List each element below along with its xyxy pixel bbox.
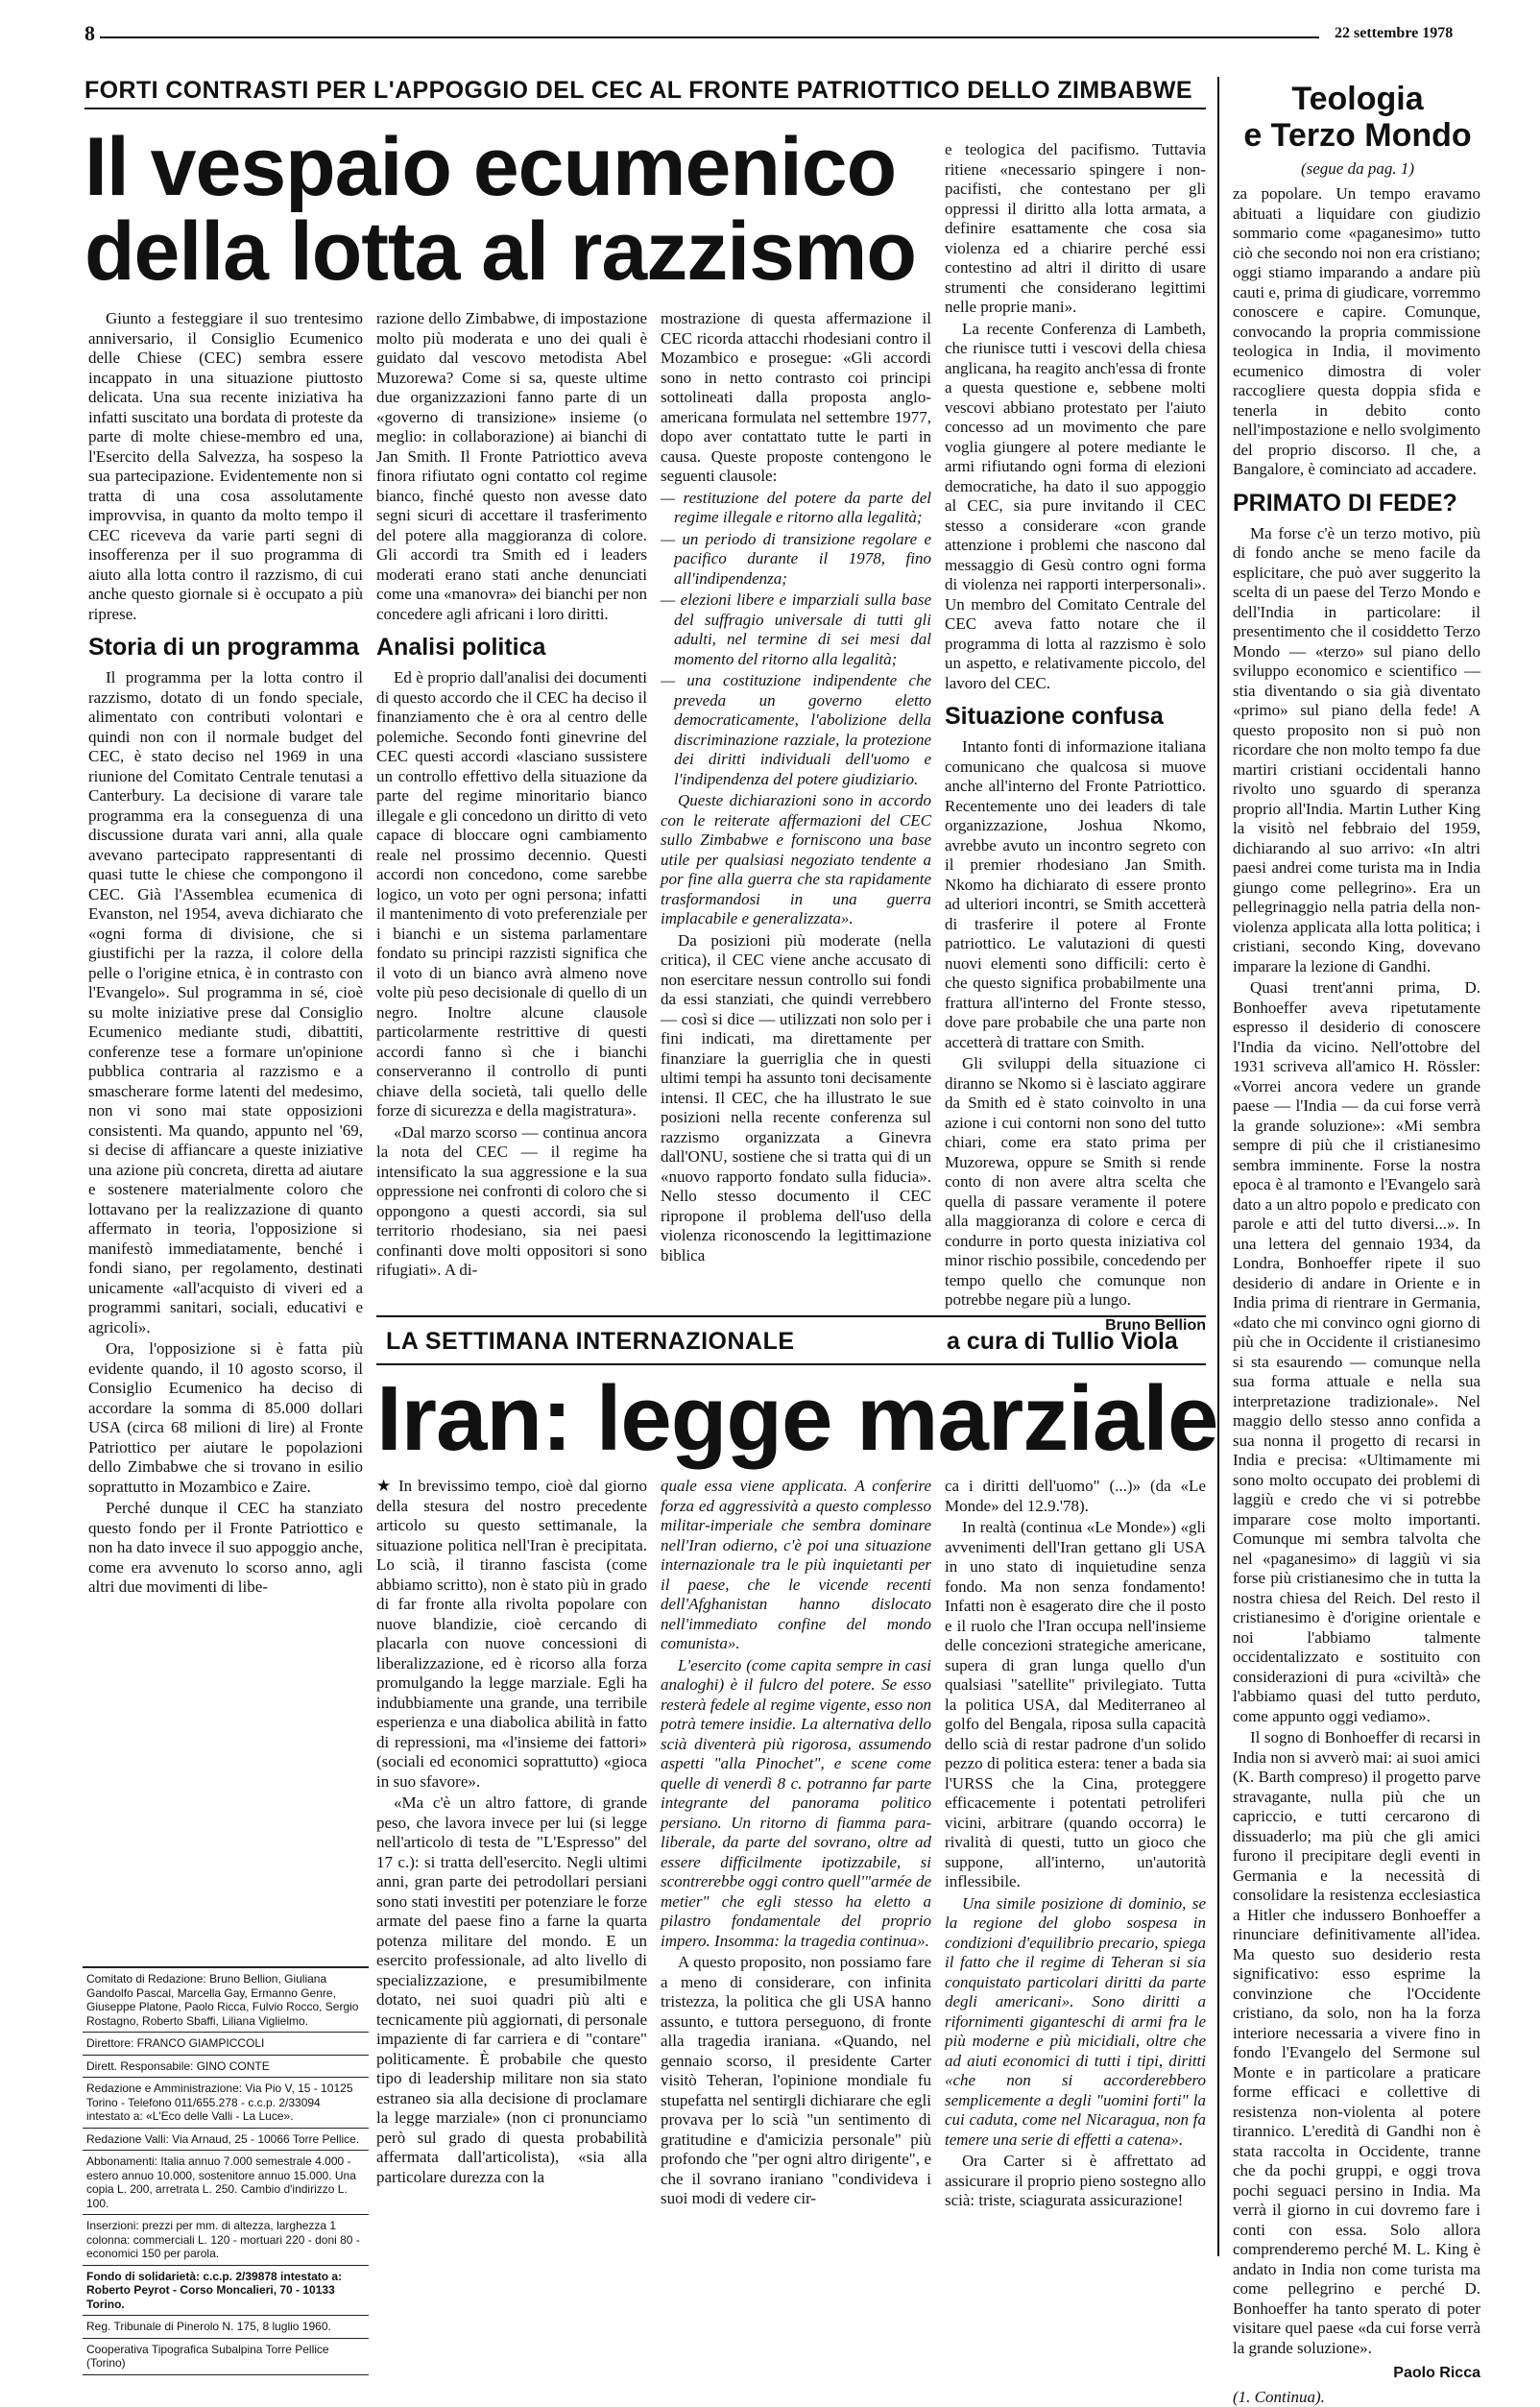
subheading: Situazione confusa bbox=[945, 703, 1206, 730]
list-item: — elezioni libere e imparziali sulla base del suffragio universale di tutti gli adulti, nel termine di sei mesi dal momento del ritorno alla legalità; bbox=[661, 590, 931, 669]
paragraph: Ora Carter si è affrettato ad assicurare il proprio pieno sostegno allo scià: triste, sciagurata assicurazione! bbox=[945, 2152, 1206, 2211]
paragraph: mostrazione di questa affermazione il CEC ricorda attacchi rhodesiani contro il Mozambico e prosegue: «Gli accordi sono in netto contrasto coi principi sottolineati dalla proposta anglo-americana formulata nel settembre 1977, dopo aver contattato tutte le parti in causa. Queste proposte contengono le seguenti clausole: bbox=[661, 309, 931, 487]
byline: Bruno Bellion bbox=[945, 1316, 1206, 1336]
masthead-editorial-committee: Comitato di Redazione: Bruno Bellion, Giuliana Gandolfo Pascal, Marcella Gay, Ermanno Genre, Giuseppe Platone, Paolo Ricca, Fulvio Rocco, Sergio Rostagno, Roberto Sbaffi, Liliana Viglielmo. bbox=[83, 1966, 369, 2033]
paragraph: ca i diritti dell'uomo" (...)» (da «Le Monde» del 12.9.'78). bbox=[945, 1477, 1206, 1516]
paragraph: Perché dunque il CEC ha stanziato questo fondo per il Fronte Patriottico e non ha dato invece il suo appoggio anche, come era avvenuto lo scorso anno, agli altri due movimenti di libe- bbox=[88, 1499, 363, 1598]
sidebar-subheading: PRIMATO DI FEDE? bbox=[1233, 490, 1480, 517]
list-item: — restituzione del potere da parte del regime illegale e ritorno alla legalità; bbox=[661, 489, 931, 528]
weekly-column-3 bbox=[945, 1477, 1206, 2245]
masthead-responsible-director: Dirett. Responsabile: GINO CONTE bbox=[83, 2056, 369, 2079]
subheading: Analisi politica bbox=[376, 634, 647, 661]
list-item: — un periodo di transizione regolare e pacifico durante il 1978, fino all'indipendenza; bbox=[661, 530, 931, 590]
kicker: FORTI CONTRASTI PER L'APPOGGIO DEL CEC AL FRONTE PATRIOTTICO DELLO ZIMBABWE bbox=[84, 77, 1206, 105]
article-title-line2: della lotta al razzismo bbox=[84, 207, 916, 296]
sidebar-title-line2: e Terzo Mondo bbox=[1233, 117, 1482, 154]
paragraph: ★ In brevissimo tempo, cioè dal giorno della stesura del nostro precedente articolo su questo settimanale, la situazione politica nell'Iran è precipitata. Lo scià, il tiranno fascista (come abbiamo scritto), non è stato più in grado di far fronte alla rivolta popolare con nuove blandizie, cioè cercando di placarla con nuove concessioni di liberalizzazione, ed è ricorso alla forza promulgando la legge marziale. Egli ha indubbiamente una grande, una terribile esperienza e una diabolica abilità in fatto di repressioni, ma «l'insieme dei fattori» (sociali ed economici soprattutto) «gioca in suo sfavore». bbox=[376, 1477, 647, 1792]
weekly-banner-rule-bottom bbox=[376, 1363, 1206, 1365]
paragraph: A questo proposito, non possiamo fare a meno di considerare, con infinita tristezza, la politica che gli USA hanno assunto, e tuttora perseguono, di fronte alla tragedia iraniana. «Quando, nel gennaio scorso, il presidente Carter visitò Teheran, l'opinione mondiale fu stupefatta nel sentirgli dichiarare che egli provava per lo scià "un sentimento di gratitudine e d'amicizia personale" più profondo che "per ogni altro dirigente", e che il sovrano iraniano "condivideva i suoi modi di vedere cir- bbox=[661, 1953, 931, 2209]
page-number: 8 bbox=[84, 21, 95, 46]
paragraph: Gli sviluppi della situazione ci diranno se Nkomo si è lasciato aggirare da Smith ed è stato coinvolto in una azione i cui contorni non sono del tutto chiari, come era stato prima per Muzorewa, oppure se Smith si rende conto di non avere altra scelta che quella di passare veramente il potere alla maggioranza di colore e cerca di condurre in porto questa iniziativa col minor rischio possibile, concedendo per tempo quello che comunque non potrebbe negare più a lungo. bbox=[945, 1054, 1206, 1311]
masthead-valli-office: Redazione Valli: Via Arnaud, 25 - 10066 Torre Pellice. bbox=[83, 2129, 369, 2152]
paragraph: «Ma c'è un altro fattore, di grande peso, che lavora invece per lui (si legge nell'articolo di testa de "L'Espresso" del 17 c.): si tratta dell'esercito. Negli ultimi anni, gran parte dei petrodollari persiani sono stati investiti per potenziare le forze armate del paese fino a farne la quarta potenza militare del mondo. E un esercito professionale, ad alto livello di specializzazione, e presumibilmente dotato, nei suoi quadri più alti e tecnicamente più aggiornati, di personale impaziente di far carriera e di "contare" politicamente. È probabile che questo tipo di leadership militare non sia stato estraneo sia alla decisione di proclamare la legge marziale» (non ci pronunciamo però sul grado di questa probabilità affermata dall'articolista), «sia alla particolare durezza con la bbox=[376, 1793, 647, 2187]
sidebar-divider bbox=[1217, 77, 1219, 2256]
weekly-column-1 bbox=[376, 1477, 647, 2245]
paragraph: Da posizioni più moderate (nella critica), il CEC viene anche accusato di non esercitare nessun controllo sui fondi da essi stanziati, che quindi verrebbero — così si dice — utilizzati non solo per i fini indicati, ma direttamente per finanziare la guerriglia che in questi ultimi tempi ha assunto toni decisamente intensi. Il CEC, che ha illustrato le sue posizioni nella recente conferenza sul razzismo organizzata a Ginevra dall'ONU, sostiene che si tratta qui di un «nuovo rapporto fondato sulla fiducia». Nello stesso documento il CEC ripropone il problema dell'uso della violenza riconoscendo la legittimazione biblica bbox=[661, 931, 931, 1266]
subheading: Storia di un programma bbox=[88, 634, 363, 661]
paragraph: Ma forse c'è un terzo motivo, più di fondo anche se meno facile da esplicitare, che può aver suggerito la scelta di un paese del Terzo Mondo e dell'India in particolare: il presentimento che il cosiddetto Terzo Mondo — «terzo» sul piano dello sviluppo economico e scientifico — stia diventando o sia già diventato «primo» sul piano della fede! A questo proposito non si può non ricordare che non molto tempo fa due martiri cristiani occidentali hanno rivolto uno sguardo di speranza proprio all'India. Martin Luther King la visitò nel febbraio del 1959, dichiarando al suo arrivo: «In altri paesi andrei come turista ma in India giungo come pellegrino». Era un pellegrinaggio nella patria della non-violenza applicata alla lotta politica; i cristiani, secondo King, dovevano imparare la lezione di Gandhi. bbox=[1233, 524, 1480, 977]
continued-from-note: (segue da pag. 1) bbox=[1233, 159, 1482, 179]
article-title-line1: Il vespaio ecumenico bbox=[84, 123, 896, 211]
paragraph: razione dello Zimbabwe, di impostazione molto più moderata e uno dei quali è guidato dal vescovo metodista Abel Muzorewa? Come si sa, queste ultime due organizzazioni fanno parte di un «governo di transizione» insieme (o meglio: in collaborazione) ai bianchi di Jan Smith. Il Fronte Patriottico aveva finora rifiutato ogni contatto col regime bianco, finché questo non avesse dato segni sicuri di accettare il trasferimento del potere alla maggioranza di colore. Gli accordi tra Smith ed i leaders moderati erano stati anche denunciati come una «manovra» dei bianchi per non concedere agli africani i loro diritti. bbox=[376, 309, 647, 624]
masthead-subscriptions: Abbonamenti: Italia annuo 7.000 semestrale 4.000 - estero annuo 10.000, sostenitore annuo 15.000. Una copia L. 200, arretrata L. 250. Cambio d'indirizzo L. 100. bbox=[83, 2151, 369, 2215]
weekly-banner-rule bbox=[376, 1315, 1206, 1317]
paragraph: e teologica del pacifismo. Tuttavia ritiene «necessario spingere i non-pacifisti, che contestano per gli oppressi il diritto alla lotta armata, a definire esattamente che cosa sia violenza ed a chiarire perché essi contestino ad altri il diritto di usare strumenti che considerano legittimi nelle proprie mani». bbox=[945, 140, 1206, 318]
paragraph: Ed è proprio dall'analisi dei documenti di questo accordo che il CEC ha deciso il finanziamento che è ora al centro delle polemiche. Secondo fonti ginevrine del CEC questi accordi «lasciano sussistere un controllo effettivo della situazione da parte del regime minoritario bianco illegale e gli concedono un diritto di veto capace di bloccare ogni cambiamento reale nel prossimo decennio. Questi accordi non concedono, come sarebbe logico, un voto per ogni persona; infatti il mantenimento di voto preferenziale per i bianchi e un sistema parlamentare fondato su principi razzisti significa che il voto di un bianco avrà almeno nove volte più peso decisionale di quello di un negro. Inoltre alcune clausole particolarmente restrittive di questi accordi fanno sì che i bianchi conserveranno il controllo di punti chiave della società, tali quello delle forze di sicurezza e della magistratura». bbox=[376, 668, 647, 1121]
masthead-director: Direttore: FRANCO GIAMPICCOLI bbox=[83, 2033, 369, 2056]
weekly-credit: a cura di Tullio Viola bbox=[947, 1328, 1178, 1356]
weekly-column-2 bbox=[661, 1477, 931, 2245]
masthead-box bbox=[83, 1966, 369, 2375]
article-column-1 bbox=[88, 309, 363, 1922]
list-item: — una costituzione indipendente che preveda un governo eletto democraticamente, l'abolizione della discriminazione razziale, la protezione dei diritti individuali dell'uomo e l'indipendenza del potere giudiziario. bbox=[661, 671, 931, 789]
masthead-solidarity-fund: Fondo di solidarietà: c.c.p. 2/39878 intestato a: Roberto Peyrot - Corso Moncalieri, 70 - 10133 Torino. bbox=[83, 2266, 369, 2317]
weekly-label: LA SETTIMANA INTERNAZIONALE bbox=[386, 1328, 795, 1356]
header-rule bbox=[100, 36, 1319, 38]
kicker-rule bbox=[84, 108, 1206, 109]
paragraph: Queste dichiarazioni sono in accordo con le reiterate affermazioni del CEC sullo Zimbabwe e forniscono una base utile per qualsiasi negoziato tendente a por fine alla guerra che sta rapidamente trasformandosi in una guerra implacabile e generalizzata». bbox=[661, 791, 931, 929]
article-column-2 bbox=[376, 309, 647, 1298]
paragraph: Una simile posizione di dominio, se la regione del globo sospesa in condizioni d'equilibrio precario, spiega il fatto che il regime di Teheran si sia conquistato particolari diritti da parte degli americani». Sono diritti a rifornimenti giganteschi di armi fra le più moderne e più micidiali, oltre che ad aiuti economici di tutti i tipi, diritti «che non si accorderebbero semplicemente a degli "uomini forti" la cui caduta, come nel Nicaragua, non fa temere una serie di effetti a catena». bbox=[945, 1894, 1206, 2151]
byline: Paolo Ricca bbox=[1233, 2364, 1480, 2384]
paragraph: Ora, l'opposizione si è fatta più evidente quando, il 10 agosto scorso, il Consiglio Ecumenico ha deciso di accordare la somma di 85.000 dollari USA (circa 68 milioni di lire) al Fronte Patriottico per aiutare le popolazioni dello Zimbabwe che si trovano in esilio soprattutto in Mozambico e Zaire. bbox=[88, 1339, 363, 1497]
paragraph: Quasi trent'anni prima, D. Bonhoeffer aveva ripetutamente espresso il desiderio di conoscere l'India da vicino. Nell'ottobre del 1931 scriveva all'amico H. Rössler: «Vorrei ancora vedere un grande paese — l'India — da cui forse verrà la grande soluzione»: «Mi sembra sempre di più che il cristianesimo sembra imminente. Forse la nostra epoca è al tramonto e l'Evangelo sarà dato a un altro popolo e predicato con parole e atti del tutto diversi...». In una lettera del gennaio 1934, da Londra, Bonhoeffer ripete il suo desiderio di andare in Oriente e in India prima di rientrare in Germania, «dato che mi convinco ogni giorno di più che in Occidente il cristianesimo si sta esaurendo — comunque nella sua forma attuale e nella sua interpretazione tradizionale». Nel maggio dello stesso anno confida a sua nonna il progetto di recarsi in India e precisa: «Ultimamente mi sono molto occupato dei problemi di laggiù e credo che vi si potrebbe imparare cose molto importanti. Comunque mi sembra talvolta che nel «paganesimo» di laggiù vi sia forse più cristianesimo che in tutta la nostra chiesa del Reich. Del resto il cristianesimo è d'origine orientale e noi l'abbiamo talmente occidentalizzato e sostituito con considerazioni di pura «civiltà» che l'abbiamo quasi del tutto perduto, come appunto oggi vediamo». bbox=[1233, 978, 1480, 1726]
paragraph: La recente Conferenza di Lambeth, che riunisce tutti i vescovi della chiesa anglicana, ha reagito anch'essa di fronte a questa questione e, sebbene molti vescovi abbiano protestato per l'aiuto concesso ad un movimento che pare voglia giungere al potere mediante le armi rifiutando ogni forma di elezioni democratiche, ha dato il suo appoggio al CEC, sia pure invitando il CEC stesso a considerare «con grande attenzione i problemi che nascono dal messaggio di Gesù contro ogni forma di violenza nei rapporti interpersonali». Un membro del Comitato Centrale del CEC aveva fatto notare che il programma di lotta al razzismo è solo un aspetto, e relativamente piccolo, del lavoro del CEC. bbox=[945, 320, 1206, 694]
article-column-3 bbox=[661, 309, 931, 1298]
paragraph: Giunto a festeggiare il suo trentesimo anniversario, il Consiglio Ecumenico delle Chiese (CEC) sembra essere incappato in una situazione piuttosto delicata. Una sua recente iniziativa ha infatti suscitato una bordata di proteste da parte di molte chiese-membro ed una, l'Esercito della Salvezza, ha sospeso la sua partecipazione. Evidentemente non si tratta di una cosa assolutamente improvvisa, in quanto da molto tempo il CEC riceveva da varie parti segni di insofferenza per il suo programma di aiuto alla lotta contro il razzismo, di cui anche questo giornale si è occupato a più riprese. bbox=[88, 309, 363, 624]
masthead-printer: Cooperativa Tipografica Subalpina Torre Pellice (Torino) bbox=[83, 2339, 369, 2375]
paragraph: In realtà (continua «Le Monde») «gli avvenimenti dell'Iran gettano gli USA in uno stato di inquietudine senza fondo. Ma non senza fondamento! Infatti non è esagerato dire che il posto e il ruolo che l'Iran occupa nell'insieme delle concezioni strategiche americane, supera di gran lunga quello d'un qualsiasi "satellite" privilegiato. Tutta la politica USA, dal Mediterraneo al golfo del Bengala, riposa sulla capacità dello scià di restar padrone d'un solido pezzo di politica estera: tener a bada sia l'URSS che la Cina, proteggere efficacemente i potentati petroliferi vicini, arbitrare (quando occorra) le rivalità di questi, tutto un gioco che suppone, all'interno, un'autorità inflessibile. bbox=[945, 1518, 1206, 1892]
masthead-address: Redazione e Amministrazione: Via Pio V, 15 - 10125 Torino - Telefono 011/655.278 - c.c.p. 2/33094 intestato a: «L'Eco delle Valli - La Luce». bbox=[83, 2078, 369, 2129]
paragraph: Il sogno di Bonhoeffer di recarsi in India non si avverò mai: ai suoi amici (K. Barth compreso) il progetto parve stravagante, nulla più che un capriccio, e tutti cercarono di dissuaderlo; ma più che gli amici furono il precipitare degli eventi in Germania e la necessità di consolidare la resistenza ecclesiastica a Hitler che indussero Bonhoeffer a rinunciare definitivamente all'idea. Ma questo suo desiderio resta significativo: esso esprime la convinzione che l'Occidente cristiano, da solo, non ha la forza interiore necessaria a vivere fino in fondo l'Evangelo del Sermone sul Monte e in particolare a praticare forme efficaci e collettive di resistenza non-violenta al potere tirannico. L'eredità di Gandhi non è stata raccolta in Occidente, tranne che da pochi gruppi, e oggi trova pochi seguaci persino in India. Ma verrà il giorno in cui dovremo fare i conti con essa. Solo allora comprenderemo perché M. L. King è andato in India non come turista ma come pellegrino e perché D. Bonhoeffer ha tanto sperato di poter visitare quel paese «da cui forse verrà la grande soluzione». bbox=[1233, 1728, 1480, 2358]
weekly-title: Iran: legge marziale bbox=[376, 1369, 1217, 1469]
paragraph: quale essa viene applicata. A conferire forza ed aggressività a questo complesso militar-imperiale che sembra dominare nell'Iran odierno, c'è poi una situazione internazionale tra le più inquietanti per il paese, che le vicende recenti dell'Afghanistan hanno dislocato nell'immediato confine del mondo comunista». bbox=[661, 1477, 931, 1654]
paragraph: L'esercito (come capita sempre in casi analoghi) è il fulcro del potere. Se esso resterà fedele al regime vigente, esso non potrà temere insidie. La alternativa dello scià diventerà più rigorosa, assumendo aspetti "alla Pinochet", e scene come quelle di venerdì 8 c. potranno far parte integrante del panorama politico persiano. Un ritorno di fiamma para-liberale, da parte del sovrano, oltre ad essere difficilmente ipotizzabile, si scontrerebbe oggi contro quell'"armée de metier" che egli stesso ha eletto a pilastro fondamentale del proprio impero. Insomma: la tragedia continua». bbox=[661, 1656, 931, 1952]
article-column-4 bbox=[945, 140, 1206, 1307]
sidebar-title-line1: Teologia bbox=[1233, 81, 1482, 117]
paragraph: Intanto fonti di informazione italiana comunicano che qualcosa si muove anche all'interno del Fronte Patriottico. Recentemente uno dei leaders di tale organizzazione, Joshua Nkomo, avrebbe avuto un incontro segreto con il premier rhodesiano Jan Smith. Nkomo ha dichiarato di essere pronto ad ulteriori incontri, se Smith accetterà di trasferire il potere al Fronte patriottico. Le valutazioni di questi nuovi elementi sono difficili: certo è che questo significa probabilmente una frattura all'interno del Fronte stesso, dove pare probabile che una parte non accetterà di trattare con Smith. bbox=[945, 737, 1206, 1052]
sidebar-column bbox=[1233, 184, 1480, 2258]
continued-note: (1. Continua). bbox=[1233, 2388, 1480, 2407]
paragraph: za popolare. Un tempo eravamo abituati a liquidare con giudizio sommario come «paganesimo» tutto ciò che secondo noi non era cristiano; oggi stiamo imparando a andare più cauti e, prima di giudicare, vorremmo conoscere e capire. Comunque, convocando la propria commissione teologica in India, il movimento ecumenico dimostra di voler raccogliere questa doppia sfida e tenerla in debito conto nell'impostazione e nello svolgimento del proprio discorso. Il che, a Bangalore, è cominciato ad accadere. bbox=[1233, 184, 1480, 480]
masthead-ads: Inserzioni: prezzi per mm. di altezza, larghezza 1 colonna: commerciali L. 120 - mortuari 220 - doni 80 - economici 150 per parola. bbox=[83, 2215, 369, 2266]
masthead-registration: Reg. Tribunale di Pinerolo N. 175, 8 luglio 1960. bbox=[83, 2316, 369, 2339]
issue-date: 22 settembre 1978 bbox=[1335, 25, 1453, 42]
paragraph: «Dal marzo scorso — continua ancora la nota del CEC — il regime ha intensificato la sua aggressione e la sua oppressione nei confronti di coloro che si oppongono a questi accordi, sia sul territorio rhodesiano, sia nei paesi confinanti dove molti oppositori si sono rifugiati». A di- bbox=[376, 1123, 647, 1281]
paragraph: Il programma per la lotta contro il razzismo, dotato di un fondo speciale, alimentato con contributi volontari e quindi non con il normale budget del CEC, è stato deciso nel 1969 in una riunione del Comitato Centrale tenutasi a Canterbury. La decisione di varare tale programma era la conseguenza di una discussione durata vari anni, alla quale avevano partecipato rappresentanti di quasi tutte le chiese che compongono il CEC. Già l'Assemblea ecumenica di Evanston, nel 1954, aveva dichiarato che «ogni forma di divisione, che si giustifichi per la razza, il colore della pelle o l'origine etnica, è in contrasto con l'Evangelo». Sul programma in sé, cioè su molte iniziative prese dal Consiglio Ecumenico mediante studi, dibattiti, conferenze tese a formare un'opinione pubblica contraria al razzismo e a smascherare forme latenti del medesimo, non vi sono mai state opposizioni consistenti. Ma quando, appunto nel '69, si decise di affiancare a queste iniziative una azione più concreta, diretta ad aiutare e sostenere materialmente coloro che lottavano per la realizzazione di quanto affermato in teoria, l'opposizione si manifestò immediatamente, benché i fondi siano, per regolamento, destinati unicamente «all'acquisto di viveri ed a programmi sanitari, sociali, educativi e agricoli». bbox=[88, 668, 363, 1337]
